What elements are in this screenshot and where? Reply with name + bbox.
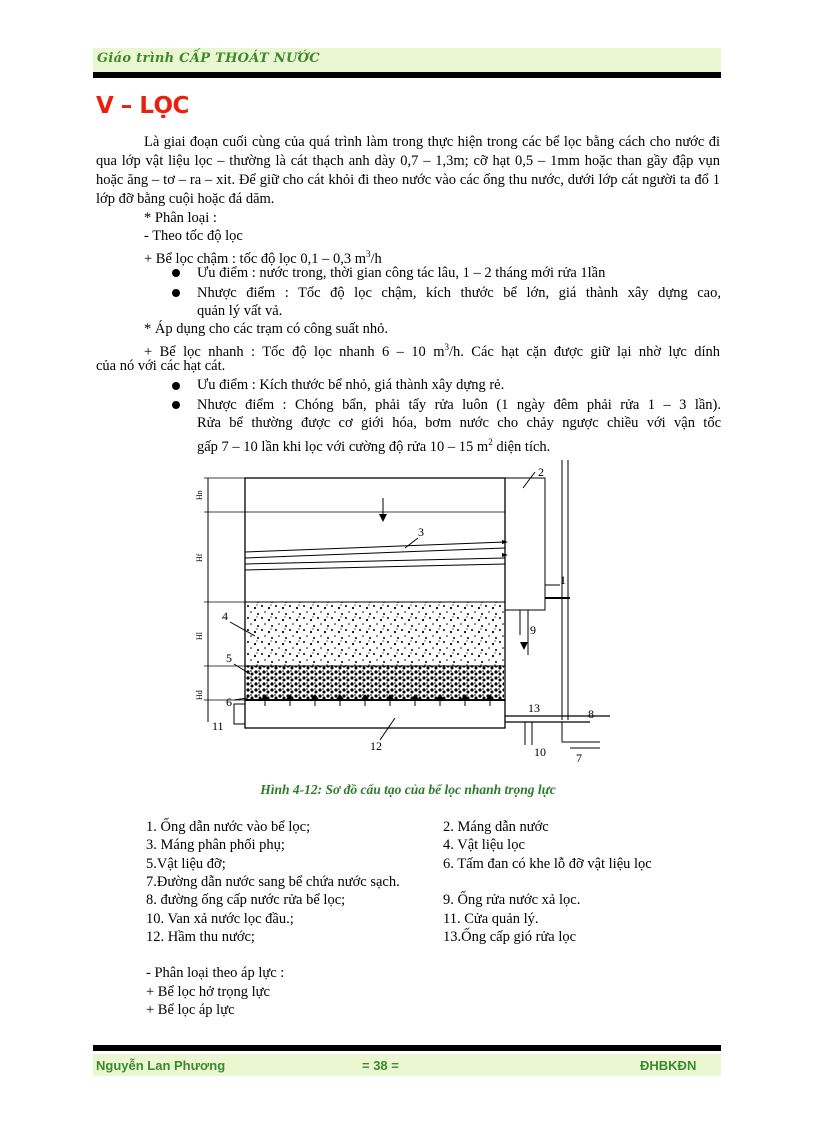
footer-org: ĐHBKĐN <box>640 1058 697 1073</box>
diagram-label: 3 <box>418 525 424 539</box>
legend-item: 12. Hầm thu nước; <box>146 929 255 945</box>
open-filter: + Bể lọc hở trọng lực <box>146 984 270 1000</box>
legend-item: 2. Máng dẫn nước <box>443 819 549 835</box>
header-title: Giáo trình CẤP THOÁT NƯỚC <box>97 51 320 66</box>
slow-cons-2: quản lý vất vả. <box>197 303 283 319</box>
classification: * Phân loại : <box>144 210 217 226</box>
legend-item: 6. Tấm đan có khe lỗ đỡ vật liệu lọc <box>443 856 652 872</box>
legend-item: 9. Ống rửa nước xả lọc. <box>443 892 581 908</box>
legend-item: 5.Vật liệu đỡ; <box>146 856 226 872</box>
fast-filter-prefix: + Bể lọc nhanh : Tốc độ lọc nhanh 6 – 10 m <box>144 343 445 360</box>
legend-item: 11. Cửa quản lý. <box>443 911 539 927</box>
section-title: V – LỌC <box>96 93 189 119</box>
fast-filter-suffix: /h. Các hạt cặn được giữ lại nhờ lực dính <box>448 343 720 360</box>
fast-cons-3-sup: 2 <box>488 437 493 447</box>
diagram-label: 8 <box>588 707 594 721</box>
slow-filter-sup: 3 <box>366 249 371 259</box>
fast-cons-1: Nhược điểm : Chóng bẩn, phải tẩy rửa luôn (1 ngày đêm phải rửa 1 – 3 lần). <box>197 397 721 413</box>
legend-item: 7.Đường dẫn nước sang bể chứa nước sạch. <box>146 874 400 890</box>
bullet-icon <box>172 269 180 277</box>
header-rule <box>93 72 721 78</box>
diagram-label: 13 <box>528 701 540 715</box>
legend-item: 13.Ống cấp gió rửa lọc <box>443 929 577 945</box>
diagram-label: 9 <box>530 623 536 637</box>
diagram-label: 12 <box>370 739 382 753</box>
pressure-filter: + Bể lọc áp lực <box>146 1002 235 1018</box>
diagram-label: 4 <box>222 609 228 623</box>
footer-author: Nguyễn Lan Phương <box>96 1058 226 1073</box>
diagram-label: 11 <box>212 719 224 733</box>
by-speed: - Theo tốc độ lọc <box>144 228 243 244</box>
pressure-class: - Phân loại theo áp lực : <box>146 965 285 981</box>
legend-item: 4. Vật liệu lọc <box>443 837 525 853</box>
diagram-label: 10 <box>534 745 546 759</box>
diagram-label: 6 <box>226 695 232 709</box>
filter-diagram <box>190 460 620 770</box>
fast-pros: Ưu điểm : Kích thước bể nhỏ, giá thành xây dựng rẻ. <box>197 377 505 393</box>
dim-label-hf: Hf <box>195 553 204 562</box>
legend-item: 1. Ống dẫn nước vào bể lọc; <box>146 819 311 835</box>
legend-item: 3. Máng phân phối phụ; <box>146 837 285 853</box>
legend-item: 8. đường ống cấp nước rửa bể lọc; <box>146 892 346 908</box>
slow-cons-1: Nhược điểm : Tốc độ lọc chậm, kích thước bể lớn, giá thành xây dựng cao, <box>197 285 721 301</box>
bullet-icon <box>172 382 180 390</box>
diagram-label: 7 <box>576 751 582 765</box>
diagram-label: 1 <box>560 573 566 587</box>
intro-paragraph: Là giai đoạn cuối cùng của quá trình làm trong thực hiện trong các bể lọc bằng cách cho nước đi qua lớp vật liệu lọc – thường là cát thạch anh dày 0,7 – 1,3m; cỡ hạt 0,5 – 1mm hoặc than gầy đập vụn hoặc ăng – tơ – ra – xit. Để giữ cho cát khỏi đi theo nước vào các ống thu nước, dưới lớp cát người ta đổ 1 lớp đỡ bằng cuội hoặc đá dăm. <box>96 134 720 207</box>
dim-label-hd: Hd <box>195 690 204 700</box>
diagram-label: 2 <box>538 465 544 479</box>
fast-cons-3-prefix: gấp 7 – 10 lần khi lọc với cường độ rửa 10 – 15 m <box>197 438 489 455</box>
fast-filter-sup: 3 <box>444 342 449 352</box>
fast-cons-2: Rửa bể thường được cơ giới hóa, bơm nước cho chảy ngược chiều với vận tốc <box>197 415 721 431</box>
fast-cons-3-suffix: diện tích. <box>492 438 551 455</box>
slow-pros: Ưu điểm : nước trong, thời gian công tác lâu, 1 – 2 tháng mới rửa 1lần <box>197 265 606 281</box>
fast-cons-3 <box>197 433 550 457</box>
diagram-label: 5 <box>226 651 232 665</box>
page-number: = 38 = <box>362 1058 399 1073</box>
fast-filter-2: của nó với các hạt cát. <box>96 358 226 374</box>
dim-label-hl: Hl <box>195 632 204 640</box>
footer-rule <box>93 1045 721 1051</box>
bullet-icon <box>172 289 180 297</box>
applied-note: * Áp dụng cho các trạm có công suất nhỏ. <box>144 321 389 337</box>
dim-label-hn: Hn <box>195 490 204 500</box>
bullet-icon <box>172 401 180 409</box>
figure-caption: Hình 4-12: Sơ đồ cấu tạo của bể lọc nhanh trọng lực <box>260 782 556 797</box>
slow-filter-prefix: + Bể lọc chậm : tốc độ lọc 0,1 – 0,3 m <box>144 250 367 267</box>
fast-filter-1 <box>144 338 720 362</box>
slow-filter-suffix: /h <box>370 250 382 267</box>
legend-item: 10. Van xả nước lọc đầu.; <box>146 911 294 927</box>
